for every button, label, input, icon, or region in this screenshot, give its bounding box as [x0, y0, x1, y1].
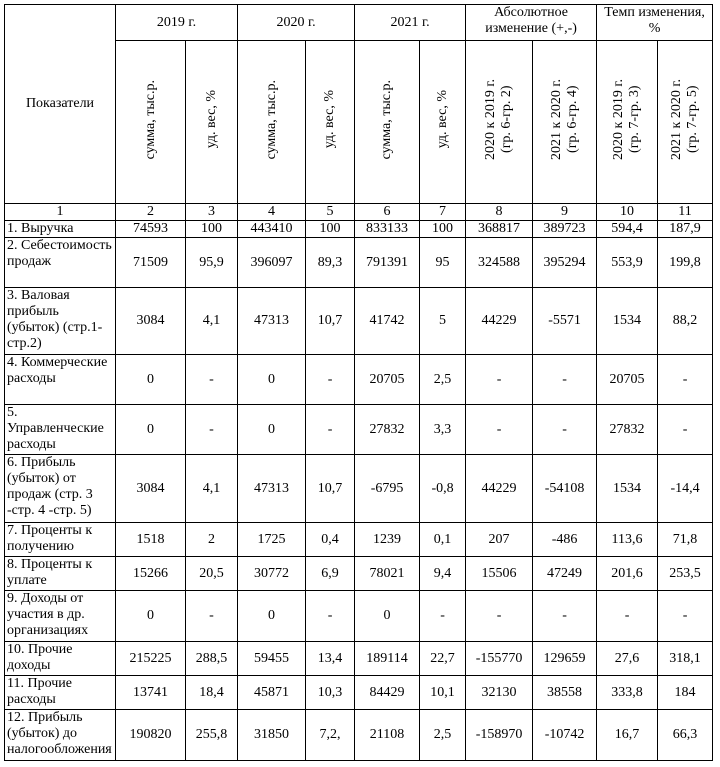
column-number: 4	[238, 204, 306, 221]
row-value: 20,5	[186, 557, 238, 591]
column-number: 9	[533, 204, 597, 221]
row-value: 89,3	[306, 238, 355, 288]
table-row	[5, 523, 713, 557]
row-value: 47313	[238, 288, 306, 355]
row-value: 71,8	[658, 523, 713, 557]
row-value: 594,4	[597, 221, 658, 238]
row-indicator-name: 2. Себестоимость продаж	[5, 238, 116, 288]
row-value: -158970	[466, 710, 533, 761]
table-row	[5, 710, 713, 761]
table-row	[5, 238, 713, 288]
row-value: -155770	[466, 642, 533, 676]
table-row	[5, 221, 713, 238]
row-value: 18,4	[186, 676, 238, 710]
row-value: 10,3	[306, 676, 355, 710]
row-value: 95	[420, 238, 466, 288]
column-numbers-row	[5, 204, 713, 221]
row-value: 47313	[238, 455, 306, 523]
row-value: 3084	[116, 288, 186, 355]
row-value: -	[306, 405, 355, 455]
row-value: 9,4	[420, 557, 466, 591]
row-value: 1534	[597, 288, 658, 355]
header-rate-change: Темп изменения, %	[597, 5, 713, 41]
row-value: 318,1	[658, 642, 713, 676]
row-value: 201,6	[597, 557, 658, 591]
row-value: 389723	[533, 221, 597, 238]
row-value: 215225	[116, 642, 186, 676]
row-value: 1518	[116, 523, 186, 557]
row-value: 199,8	[658, 238, 713, 288]
row-value: 2,5	[420, 710, 466, 761]
table-row	[5, 355, 713, 405]
table-row	[5, 591, 713, 642]
header-abs-2021: 2021 к 2020 г. (гр. 6-гр. 4)	[533, 41, 597, 204]
row-value: 333,8	[597, 676, 658, 710]
row-value: 324588	[466, 238, 533, 288]
row-value: 21108	[355, 710, 420, 761]
row-value: -	[533, 355, 597, 405]
row-value: 47249	[533, 557, 597, 591]
row-value: -	[306, 591, 355, 642]
row-value: 2	[186, 523, 238, 557]
row-indicator-name: 3. Валовая прибыль (убыток) (стр.1-стр.2)	[5, 288, 116, 355]
row-value: 20705	[597, 355, 658, 405]
table-row	[5, 288, 713, 355]
row-value: -	[466, 591, 533, 642]
row-value: 190820	[116, 710, 186, 761]
row-value: -	[186, 591, 238, 642]
column-number: 11	[658, 204, 713, 221]
column-number: 5	[306, 204, 355, 221]
row-value: 32130	[466, 676, 533, 710]
column-number: 10	[597, 204, 658, 221]
row-indicator-name: 7. Проценты к получению	[5, 523, 116, 557]
row-value: 27832	[597, 405, 658, 455]
row-value: 16,7	[597, 710, 658, 761]
row-value: 27832	[355, 405, 420, 455]
row-value: 1725	[238, 523, 306, 557]
row-value: 833133	[355, 221, 420, 238]
row-value: 3084	[116, 455, 186, 523]
row-value: 0	[116, 355, 186, 405]
row-value: 207	[466, 523, 533, 557]
row-value: 184	[658, 676, 713, 710]
row-value: 6,9	[306, 557, 355, 591]
header-share-2019: уд. вес, %	[186, 41, 238, 204]
row-value: 22,7	[420, 642, 466, 676]
row-value: 0,4	[306, 523, 355, 557]
row-value: 15506	[466, 557, 533, 591]
row-value: 66,3	[658, 710, 713, 761]
row-value: 0	[238, 591, 306, 642]
row-value: 5	[420, 288, 466, 355]
row-indicator-name: 1. Выручка	[5, 221, 116, 238]
row-indicator-name: 8. Проценты к уплате	[5, 557, 116, 591]
row-value: -	[466, 355, 533, 405]
header-sum-2021: сумма, тыс.р.	[355, 41, 420, 204]
header-share-2020: уд. вес, %	[306, 41, 355, 204]
row-value: 0	[238, 405, 306, 455]
row-value: 253,5	[658, 557, 713, 591]
row-value: -	[466, 405, 533, 455]
row-value: 30772	[238, 557, 306, 591]
row-value: 553,9	[597, 238, 658, 288]
table-row	[5, 676, 713, 710]
row-value: 13741	[116, 676, 186, 710]
row-value: -5571	[533, 288, 597, 355]
row-value: -	[658, 405, 713, 455]
row-value: -10742	[533, 710, 597, 761]
row-value: 1239	[355, 523, 420, 557]
row-indicator-name: 5. Управленческие расходы	[5, 405, 116, 455]
row-value: 4,1	[186, 455, 238, 523]
row-value: 7,2,	[306, 710, 355, 761]
row-value: 1534	[597, 455, 658, 523]
row-value: 129659	[533, 642, 597, 676]
table-row	[5, 455, 713, 523]
row-indicator-name: 11. Прочие расходы	[5, 676, 116, 710]
row-value: -	[658, 355, 713, 405]
row-value: 791391	[355, 238, 420, 288]
row-indicator-name: 6. Прибыль (убыток) от продаж (стр. 3 -стр. 4 -стр. 5)	[5, 455, 116, 523]
row-indicator-name: 10. Прочие доходы	[5, 642, 116, 676]
row-value: 10,1	[420, 676, 466, 710]
row-value: -	[306, 355, 355, 405]
row-value: -	[597, 591, 658, 642]
row-value: 78021	[355, 557, 420, 591]
row-value: -6795	[355, 455, 420, 523]
row-value: 0	[116, 591, 186, 642]
row-value: -	[420, 591, 466, 642]
column-number: 6	[355, 204, 420, 221]
row-indicator-name: 9. Доходы от участия в др. организациях	[5, 591, 116, 642]
row-value: 44229	[466, 288, 533, 355]
header-sum-2020: сумма, тыс.р.	[238, 41, 306, 204]
row-value: 368817	[466, 221, 533, 238]
row-value: 0,1	[420, 523, 466, 557]
row-value: 84429	[355, 676, 420, 710]
row-value: 3,3	[420, 405, 466, 455]
row-value: 189114	[355, 642, 420, 676]
header-abs-2020: 2020 к 2019 г. (гр. 6-гр. 2)	[466, 41, 533, 204]
header-year-2021: 2021 г.	[355, 5, 466, 41]
header-year-2020: 2020 г.	[238, 5, 355, 41]
header-rate-2021: 2021 к 2020 г. (гр. 7-гр. 5)	[658, 41, 713, 204]
row-value: 95,9	[186, 238, 238, 288]
row-value: -54108	[533, 455, 597, 523]
row-value: 113,6	[597, 523, 658, 557]
header-share-2021: уд. вес, %	[420, 41, 466, 204]
row-value: 100	[420, 221, 466, 238]
row-value: -	[658, 591, 713, 642]
header-rate-2020: 2020 к 2019 г. (гр. 7-гр. 3)	[597, 41, 658, 204]
row-value: 74593	[116, 221, 186, 238]
row-value: 10,7	[306, 288, 355, 355]
row-value: 41742	[355, 288, 420, 355]
row-value: -0,8	[420, 455, 466, 523]
header-sum-2019: сумма, тыс.р.	[116, 41, 186, 204]
row-value: 443410	[238, 221, 306, 238]
row-value: 20705	[355, 355, 420, 405]
row-value: -	[533, 405, 597, 455]
row-value: 0	[355, 591, 420, 642]
row-value: 45871	[238, 676, 306, 710]
table-row	[5, 642, 713, 676]
row-value: 27,6	[597, 642, 658, 676]
row-value: 59455	[238, 642, 306, 676]
financial-results-table	[4, 4, 713, 761]
row-value: -486	[533, 523, 597, 557]
row-value: 0	[116, 405, 186, 455]
row-value: 31850	[238, 710, 306, 761]
row-value: 71509	[116, 238, 186, 288]
row-value: -	[186, 405, 238, 455]
row-value: -	[186, 355, 238, 405]
row-value: 187,9	[658, 221, 713, 238]
table-row	[5, 405, 713, 455]
table-row	[5, 557, 713, 591]
row-value: -	[533, 591, 597, 642]
row-value: 10,7	[306, 455, 355, 523]
row-value: 2,5	[420, 355, 466, 405]
row-indicator-name: 4. Коммерческие расходы	[5, 355, 116, 405]
row-value: 395294	[533, 238, 597, 288]
header-indicators: Показатели	[5, 5, 116, 204]
column-number: 1	[5, 204, 116, 221]
row-value: 88,2	[658, 288, 713, 355]
row-value: 44229	[466, 455, 533, 523]
row-value: 38558	[533, 676, 597, 710]
row-value: 15266	[116, 557, 186, 591]
row-value: 288,5	[186, 642, 238, 676]
row-value: 100	[306, 221, 355, 238]
row-value: 0	[238, 355, 306, 405]
row-value: 100	[186, 221, 238, 238]
column-number: 7	[420, 204, 466, 221]
row-value: 13,4	[306, 642, 355, 676]
row-indicator-name: 12. Прибыль (убыток) до налогообложения	[5, 710, 116, 761]
row-value: -14,4	[658, 455, 713, 523]
column-number: 3	[186, 204, 238, 221]
column-number: 2	[116, 204, 186, 221]
header-year-2019: 2019 г.	[116, 5, 238, 41]
row-value: 396097	[238, 238, 306, 288]
header-absolute-change: Абсолютное изменение (+,-)	[466, 5, 597, 41]
row-value: 255,8	[186, 710, 238, 761]
column-number: 8	[466, 204, 533, 221]
row-value: 4,1	[186, 288, 238, 355]
